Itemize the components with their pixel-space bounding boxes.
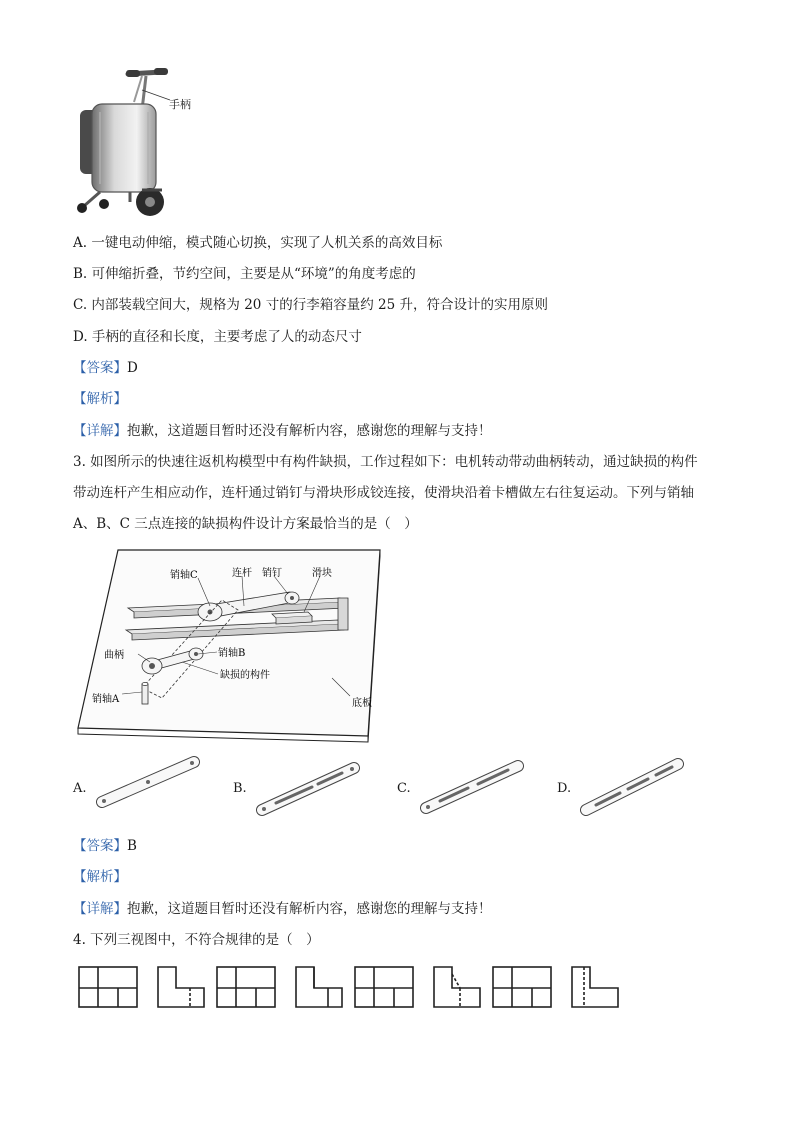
label-link: 连杆 [232,568,252,579]
label-pin-b: 销轴B [218,648,246,659]
handle-leader-line [140,88,172,104]
q2-option-a: A. 一键电动伸缩，模式随心切换，实现了人机关系的高效目标 [73,235,443,251]
q3-answer [73,836,137,856]
q3-detail [73,899,492,919]
q2-option-d: D. 手柄的直径和长度，主要考虑了人的动态尺寸 [73,329,362,345]
scooter-suitcase-figure [70,62,210,222]
answer-tag: 【答案】 [73,360,127,376]
q3-option-a-part [94,754,206,814]
q3-option-b-label: B. [233,781,247,796]
three-view-drawings [76,964,622,1012]
answer-value: D [127,360,138,376]
mechanism-figure [72,546,392,746]
q2-option-c: C. 内部装载空间大，规格为 20 寸的行李箱容量约 25 升，符合设计的实用原则 [73,297,548,313]
label-crank: 曲柄 [104,650,124,661]
q2-answer [73,358,138,378]
q3-option-c-part [418,756,530,816]
answer-value: B [127,838,137,854]
detail-tag: 【详解】 [73,423,127,439]
detail-tag: 【详解】 [73,901,127,917]
detail-text: 抱歉，这道题目暂时还没有解析内容，感谢您的理解与支持！ [127,423,492,439]
q3-option-a-label: A. [73,781,87,796]
label-base-plate: 底板 [352,698,372,709]
analysis-tag: 【解析】 [73,391,127,407]
q3-stem-line-1: 3. 如图所示的快速往返机构模型中有构件缺损，工作过程如下：电机转动带动曲柄转动，通过缺损的构件 [73,454,698,470]
q2-analysis [73,389,127,409]
q3-stem-line-2: 带动连杆产生相应动作，连杆通过销钉与滑块形成铰连接，使滑块沿着卡槽做左右往复运动。下列与销轴 [73,485,694,501]
q3-analysis [73,867,127,887]
q3-option-d-label: D. [557,781,572,796]
label-nail: 销钉 [262,568,282,579]
q3-option-d-part [578,754,690,818]
answer-tag: 【答案】 [73,838,127,854]
detail-text: 抱歉，这道题目暂时还没有解析内容，感谢您的理解与支持！ [127,901,492,917]
label-slider: 滑块 [312,568,332,579]
q3-option-b-part [254,758,366,818]
label-missing-part: 缺损的构件 [220,670,270,681]
analysis-tag: 【解析】 [73,869,127,885]
q3-stem-line-3: A、B、C 三点连接的缺损构件设计方案最恰当的是（ ） [73,516,418,532]
q2-option-b: B. 可伸缩折叠，节约空间，主要是从“环境”的角度考虑的 [73,266,416,282]
q2-detail [73,421,492,441]
label-pin-a: 销轴A [92,694,120,705]
label-pin-c: 销轴C [170,570,198,581]
handle-label: 手柄 [169,98,191,111]
q3-option-c-label: C. [397,781,411,796]
q4-stem: 4. 下列三视图中，不符合规律的是（ ） [73,932,320,948]
